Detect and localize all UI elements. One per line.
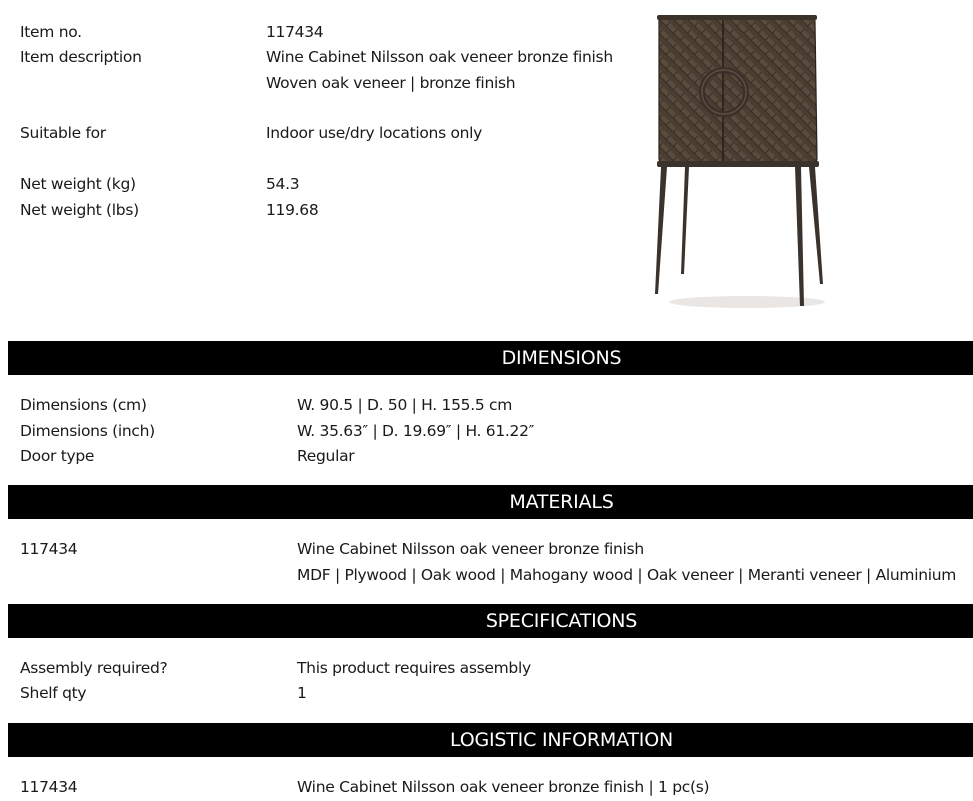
net-weight-lbs-value: 119.68 bbox=[266, 201, 319, 219]
logistics-value: Wine Cabinet Nilsson oak veneer bronze finish | 1 pc(s) bbox=[297, 778, 710, 796]
materials-header bbox=[8, 485, 973, 519]
specifications-heading: SPECIFICATIONS bbox=[485, 610, 638, 632]
dimensions-inch-label: Dimensions (inch) bbox=[20, 422, 155, 440]
dimensions-heading: DIMENSIONS bbox=[501, 347, 622, 369]
logistics-code: 117434 bbox=[20, 778, 78, 796]
assembly-label: Assembly required? bbox=[20, 659, 168, 677]
dimensions-header bbox=[8, 341, 973, 375]
item-description-line2: Woven oak veneer | bronze finish bbox=[266, 74, 516, 92]
dimensions-inch-value: W. 35.63″ | D. 19.69″ | H. 61.22″ bbox=[297, 422, 535, 440]
materials-code: 117434 bbox=[20, 540, 78, 558]
door-type-label: Door type bbox=[20, 447, 95, 465]
item-description-label: Item description bbox=[20, 48, 142, 66]
net-weight-lbs-label: Net weight (lbs) bbox=[20, 201, 139, 219]
door-type-value: Regular bbox=[297, 447, 355, 465]
materials-name: Wine Cabinet Nilsson oak veneer bronze finish bbox=[297, 540, 644, 558]
dimensions-cm-value: W. 90.5 | D. 50 | H. 155.5 cm bbox=[297, 396, 513, 414]
logistic-information-header bbox=[8, 723, 973, 757]
assembly-value: This product requires assembly bbox=[297, 659, 531, 677]
net-weight-kg-label: Net weight (kg) bbox=[20, 175, 136, 193]
item-no-label: Item no. bbox=[20, 23, 82, 41]
shelf-qty-label: Shelf qty bbox=[20, 684, 87, 702]
item-no-value: 117434 bbox=[266, 23, 324, 41]
materials-list: MDF | Plywood | Oak wood | Mahogany wood | Oak veneer | Meranti veneer | Aluminium bbox=[297, 566, 957, 584]
specifications-header bbox=[8, 604, 973, 638]
materials-heading: MATERIALS bbox=[509, 491, 614, 513]
logistic-information-heading: LOGISTIC INFORMATION bbox=[450, 729, 673, 751]
wine-cabinet-image bbox=[645, 12, 827, 312]
item-description-line1: Wine Cabinet Nilsson oak veneer bronze finish bbox=[266, 48, 613, 66]
dimensions-cm-label: Dimensions (cm) bbox=[20, 396, 147, 414]
shelf-qty-value: 1 bbox=[297, 684, 307, 702]
suitable-for-label: Suitable for bbox=[20, 124, 106, 142]
net-weight-kg-value: 54.3 bbox=[266, 175, 300, 193]
suitable-for-value: Indoor use/dry locations only bbox=[266, 124, 483, 142]
